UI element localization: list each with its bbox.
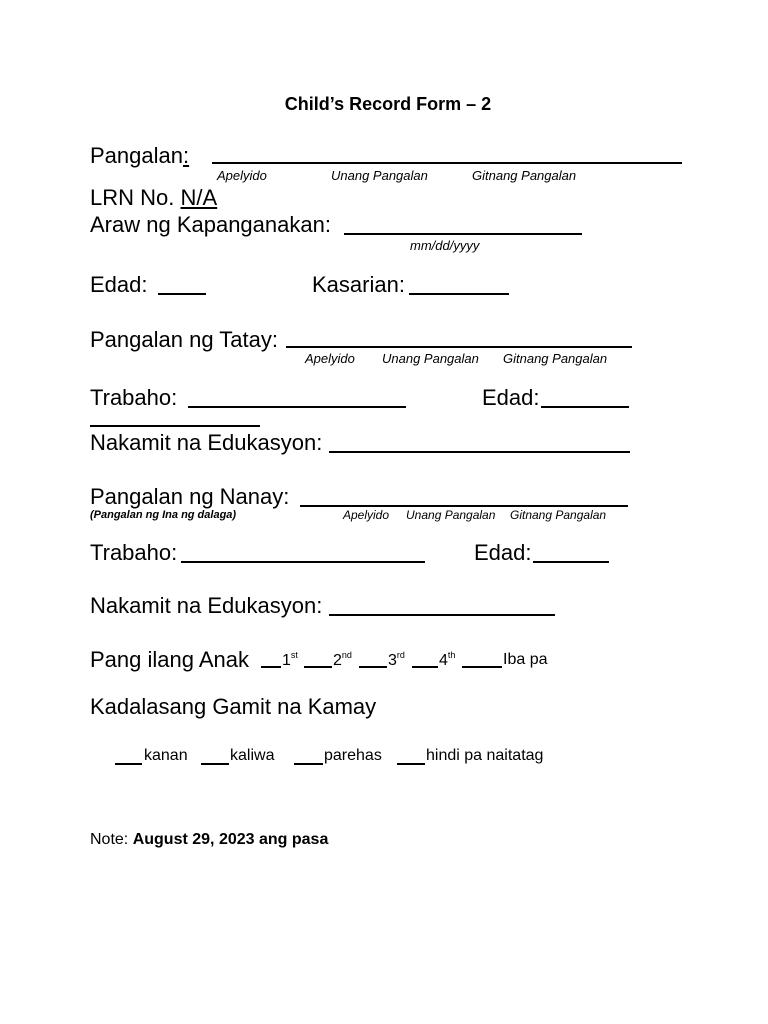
birth-order-blank-2[interactable] [304, 666, 332, 668]
birth-order-blank-other[interactable] [462, 666, 502, 668]
birth-order-label: Pang ilang Anak [90, 647, 250, 672]
mother-age-label: Edad: [474, 540, 532, 565]
handedness-option-kanan: kanan [144, 747, 188, 764]
mother-maiden-note: (Pangalan ng Ina ng dalaga) [90, 509, 237, 521]
birth-order-option-2: 2nd [333, 650, 352, 669]
father-job-field-extra[interactable] [90, 425, 260, 427]
child-sex-field[interactable] [409, 293, 509, 295]
mother-job-label: Trabaho: [90, 540, 178, 565]
handedness-option-kaliwa: kaliwa [230, 747, 275, 764]
handedness-option-parehas: parehas [324, 747, 382, 764]
handedness-blank-kaliwa[interactable] [201, 763, 229, 765]
page-title: Child’s Record Form – 2 [284, 94, 492, 114]
father-age-label: Edad: [482, 385, 540, 410]
birth-label: Araw ng Kapanganakan: [90, 212, 331, 237]
birth-order-option-1: 1st [282, 650, 298, 669]
child-age-label: Edad: [90, 272, 148, 297]
lrn-row [90, 185, 217, 211]
father-sub-surname: Apelyido [305, 351, 355, 366]
birth-order-option-3: 3rd [388, 650, 405, 669]
father-name-label: Pangalan ng Tatay: [90, 327, 278, 352]
mother-job-field[interactable] [181, 561, 425, 563]
mother-name-label: Pangalan ng Nanay: [90, 484, 290, 509]
mother-name-field[interactable] [300, 505, 628, 507]
note [90, 831, 328, 849]
child-sex-label: Kasarian: [312, 272, 405, 297]
father-job-field[interactable] [188, 406, 406, 408]
father-edu-field[interactable] [329, 451, 630, 453]
child-name-field[interactable] [212, 162, 682, 164]
handedness-option-hindi: hindi pa naitatag [426, 747, 544, 764]
note-label: Note: [90, 831, 129, 848]
father-job-label: Trabaho: [90, 385, 178, 410]
handedness-label: Kadalasang Gamit na Kamay [90, 694, 377, 719]
mother-sub-middle: Gitnang Pangalan [510, 508, 607, 522]
mother-edu-label: Nakamit na Edukasyon: [90, 593, 323, 618]
father-sub-middle: Gitnang Pangalan [503, 351, 608, 366]
father-edu-label: Nakamit na Edukasyon: [90, 430, 323, 455]
birth-order-other: Iba pa [503, 651, 548, 668]
father-name-field[interactable] [286, 346, 632, 348]
birth-order-blank-4[interactable] [412, 666, 438, 668]
father-age-field[interactable] [541, 406, 629, 408]
handedness-blank-parehas[interactable] [294, 763, 323, 765]
father-sub-first: Unang Pangalan [382, 351, 479, 366]
child-sub-surname: Apelyido [217, 168, 267, 183]
lrn-value: N/A [180, 185, 218, 210]
birth-format: mm/dd/yyyy [410, 238, 480, 253]
mother-edu-field[interactable] [329, 614, 555, 616]
mother-age-field[interactable] [533, 561, 609, 563]
child-sub-first: Unang Pangalan [331, 168, 428, 183]
mother-sub-first: Unang Pangalan [406, 508, 496, 522]
child-sub-middle: Gitnang Pangalan [472, 168, 577, 183]
birth-order-blank-3[interactable] [359, 666, 387, 668]
handedness-blank-kanan[interactable] [115, 763, 142, 765]
child-name-label: Pangalan: [90, 143, 190, 168]
birth-field[interactable] [344, 233, 582, 235]
child-age-field[interactable] [158, 293, 206, 295]
lrn-label: LRN No. [90, 185, 175, 210]
birth-order-blank-1[interactable] [261, 666, 281, 668]
note-text: August 29, 2023 ang pasa [132, 831, 329, 848]
mother-sub-surname: Apelyido [343, 508, 390, 522]
birth-order-option-4: 4th [439, 650, 456, 669]
handedness-blank-hindi[interactable] [397, 763, 425, 765]
